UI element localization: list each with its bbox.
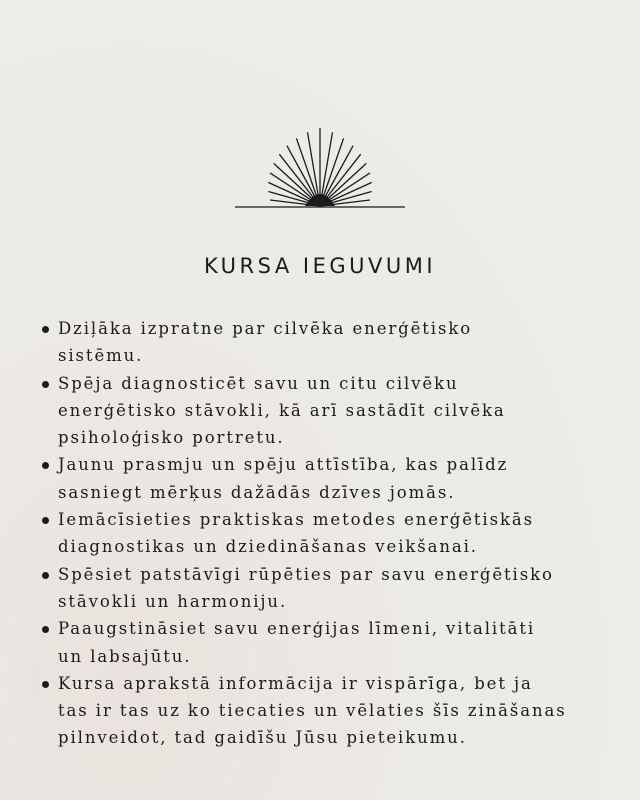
bullet-icon <box>42 681 49 688</box>
list-item-line: Iemācīsieties praktiskas metodes enerģētiskās <box>58 510 534 530</box>
list-item-line: Dziļāka izpratne par cilvēka enerģētisko <box>58 319 473 338</box>
list-item-line: sasniegt mērķus dažādās dzīves jomās. <box>58 482 456 502</box>
list-item-line: Paaugstināsiet savu enerģijas līmeni, vitalitāti <box>58 619 536 639</box>
list-item-line: stāvokli un harmoniju. <box>58 591 288 611</box>
list-item-line: diagnostikas un dziedināšanas veikšanai. <box>58 537 478 557</box>
bullet-icon <box>42 381 49 388</box>
list-item <box>42 370 622 452</box>
list-item-line: Spēja diagnosticēt savu un citu cilvēku <box>58 373 459 393</box>
list-item-line: Spēsiet patstāvīgi rūpēties par savu enerģētisko <box>58 564 554 584</box>
bullet-icon <box>42 572 49 579</box>
list-item <box>42 615 622 670</box>
sunburst-icon <box>235 120 405 212</box>
list-item-line: Kursa aprakstā informācija ir vispārīga, bet ja <box>58 673 533 693</box>
bullet-icon <box>42 517 49 524</box>
list-item <box>42 506 622 561</box>
list-item-line: un labsajūtu. <box>58 646 192 666</box>
list-item-line: pilnveidot, tad gaidīšu Jūsu pieteikumu. <box>58 728 467 748</box>
list-item <box>42 670 622 752</box>
list-item-line: enerģētisko stāvokli, kā arī sastādīt cilvēka <box>58 400 506 420</box>
list-item-line: Jaunu prasmju un spēju attīstība, kas palīdz <box>58 455 509 475</box>
list-item <box>42 561 622 616</box>
list-item-line: tas ir tas uz ko tiecaties un vēlaties šīs zināšanas <box>58 701 567 721</box>
list-item <box>42 451 622 506</box>
bullet-icon <box>42 462 49 469</box>
bullet-icon <box>42 326 49 333</box>
list-item <box>42 315 622 370</box>
list-item-line: sistēmu. <box>58 346 144 366</box>
list-item-line: psiholoģisko portretu. <box>58 428 285 448</box>
benefits-list <box>42 315 622 752</box>
page-title: KURSA IEGUVUMI <box>203 254 437 278</box>
bullet-icon <box>42 626 49 633</box>
